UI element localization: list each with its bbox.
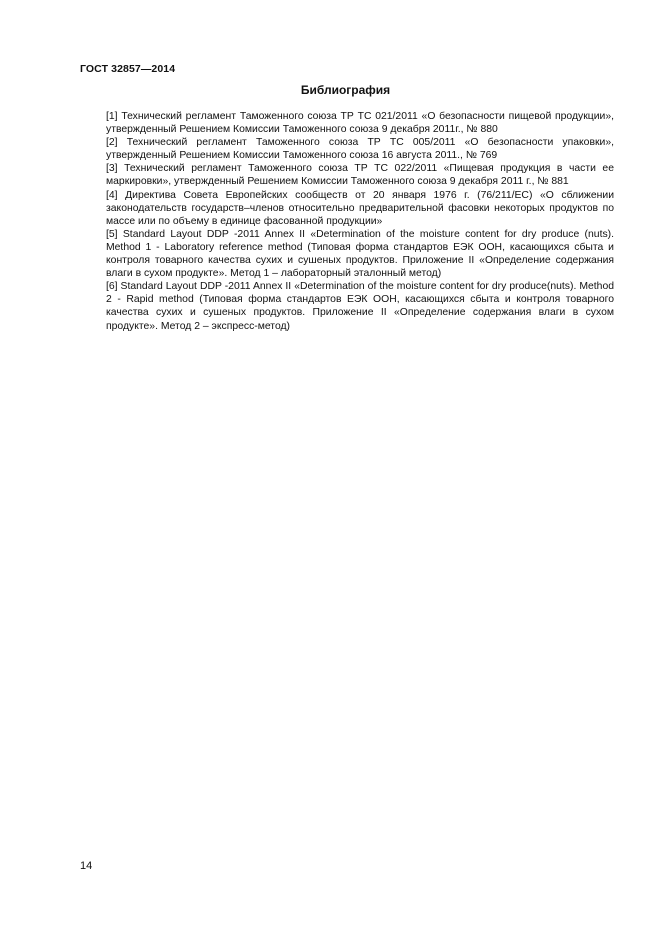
bibliography-entry-6: [6] Standard Layout DDP -2011 Annex II «Determination of the moisture content for dry produce(nuts). Method 2 - Rapid method (Типовая форма стандартов ЕЭК ООН, касающихся сбыта и контроля товарного качества сухих и сушеных продуктов. Приложение II «Определение содержания влаги в сухом продукте». Метод 2 – экспресс-метод): [106, 281, 614, 332]
bibliography-entry-4: [4] Директива Совета Европейских сообществ от 20 января 1976 г. (76/211/ЕС) «О сближении законодательств государств–членов относительно предварительной фасовки некоторых продуктов по массе или по объему в единице фасованной продукции»: [106, 189, 614, 227]
bibliography-entry-2: [2] Технический регламент Таможенного союза ТР ТС 005/2011 «О безопасности упаковки», утвержденный Решением Комиссии Таможенного союза 16 августа 2011., № 769: [106, 137, 614, 162]
bibliography-entry-5: [5] Standard Layout DDP -2011 Annex II «Determination of the moisture content for dry produce (nuts). Method 1 - Laboratory reference method (Типовая форма стандартов ЕЭК ООН, касающихся сбыта и контроля товарного качества сухих и сушеных продуктов. Приложение II «Определение содержания влаги в сухом продукте». Метод 1 – лабораторный эталонный метод): [106, 228, 614, 280]
running-head: ГОСТ 32857—2014: [80, 63, 176, 75]
bibliography-entry-1: [1] Технический регламент Таможенного союза ТР ТС 021/2011 «О безопасности пищевой продукции», утвержденный Решением Комиссии Таможенного союза 9 декабря 2011г., № 880: [106, 111, 614, 136]
bibliography-entry-3: [3] Технический регламент Таможенного союза ТР ТС 022/2011 «Пищевая продукция в части ее маркировки», утвержденный Решением Комиссии Таможенного союза 9 декабря 2011 г., № 881: [106, 163, 614, 188]
section-title: Библиография: [300, 83, 391, 97]
page-number: 14: [80, 860, 93, 872]
bibliography-list: [106, 110, 614, 333]
